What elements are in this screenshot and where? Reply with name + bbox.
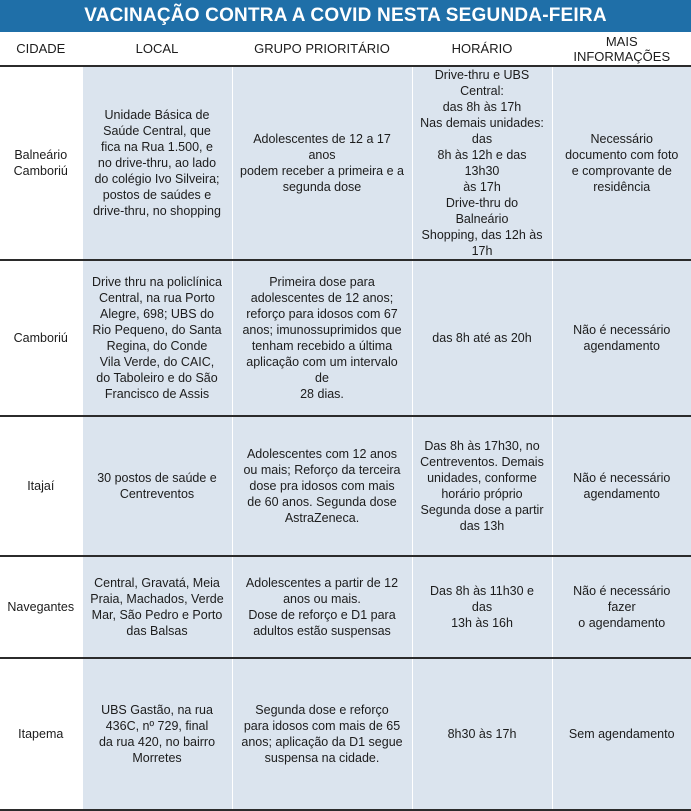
cell-horario: Das 8h às 17h30, no Centreventos. Demais unidades, conforme horário próprio Segunda dose a partir das 13h <box>412 416 552 556</box>
cell-horario: Drive-thru e UBS Central: das 8h às 17h Nas demais unidades: das 8h às 12h e das 13h30 às 17h Drive-thru do Balneário Shopping, das 12h às 17h <box>412 66 552 260</box>
cell-grupo: Adolescentes a partir de 12 anos ou mais. Dose de reforço e D1 para adultos estão suspensas <box>232 556 412 658</box>
cell-cidade: Navegantes <box>0 556 82 658</box>
cell-horario: Das 8h às 11h30 e das 13h às 16h <box>412 556 552 658</box>
cell-cidade: Balneário Camboriú <box>0 66 82 260</box>
table-row <box>0 658 691 810</box>
table-header-row <box>0 32 691 66</box>
cell-horario: das 8h até as 20h <box>412 260 552 416</box>
table-row <box>0 556 691 658</box>
table-row <box>0 66 691 260</box>
cell-local: UBS Gastão, na rua 436C, nº 729, final da rua 420, no bairro Morretes <box>82 658 232 810</box>
cell-cidade: Itapema <box>0 658 82 810</box>
header-grupo: GRUPO PRIORITÁRIO <box>232 32 412 66</box>
cell-local: 30 postos de saúde e Centreventos <box>82 416 232 556</box>
cell-cidade: Itajaí <box>0 416 82 556</box>
cell-info: Necessário documento com foto e comprovante de residência <box>552 66 691 260</box>
cell-local: Unidade Básica de Saúde Central, que fica na Rua 1.500, e no drive-thru, ao lado do colégio Ivo Silveira; postos de saúdes e drive-thru, no shopping <box>82 66 232 260</box>
cell-info: Não é necessário agendamento <box>552 416 691 556</box>
cell-cidade: Camboriú <box>0 260 82 416</box>
cell-info: Sem agendamento <box>552 658 691 810</box>
cell-grupo: Segunda dose e reforço para idosos com mais de 65 anos; aplicação da D1 segue suspensa na cidade. <box>232 658 412 810</box>
table-row <box>0 416 691 556</box>
cell-info: Não é necessário fazer o agendamento <box>552 556 691 658</box>
cell-local: Drive thru na policlínica Central, na rua Porto Alegre, 698; UBS do Rio Pequeno, do Santa Regina, do Conde Vila Verde, do CAIC, do Taboleiro e do São Francisco de Assis <box>82 260 232 416</box>
cell-grupo: Adolescentes de 12 a 17 anos podem receber a primeira e a segunda dose <box>232 66 412 260</box>
vaccination-table <box>0 32 691 811</box>
page-title: VACINAÇÃO CONTRA A COVID NESTA SEGUNDA-FEIRA <box>0 0 691 32</box>
cell-grupo: Primeira dose para adolescentes de 12 anos; reforço para idosos com 67 anos; imunossuprimidos que tenham recebido a última aplicação com um intervalo de 28 dias. <box>232 260 412 416</box>
cell-grupo: Adolescentes com 12 anos ou mais; Reforço da terceira dose pra idosos com mais de 60 anos. Segunda dose AstraZeneca. <box>232 416 412 556</box>
header-horario: HORÁRIO <box>412 32 552 66</box>
cell-local: Central, Gravatá, Meia Praia, Machados, Verde Mar, São Pedro e Porto das Balsas <box>82 556 232 658</box>
header-local: LOCAL <box>82 32 232 66</box>
header-cidade: CIDADE <box>0 32 82 66</box>
cell-horario: 8h30 às 17h <box>412 658 552 810</box>
header-info: MAIS INFORMAÇÕES <box>552 32 691 66</box>
cell-info: Não é necessário agendamento <box>552 260 691 416</box>
table-row <box>0 260 691 416</box>
